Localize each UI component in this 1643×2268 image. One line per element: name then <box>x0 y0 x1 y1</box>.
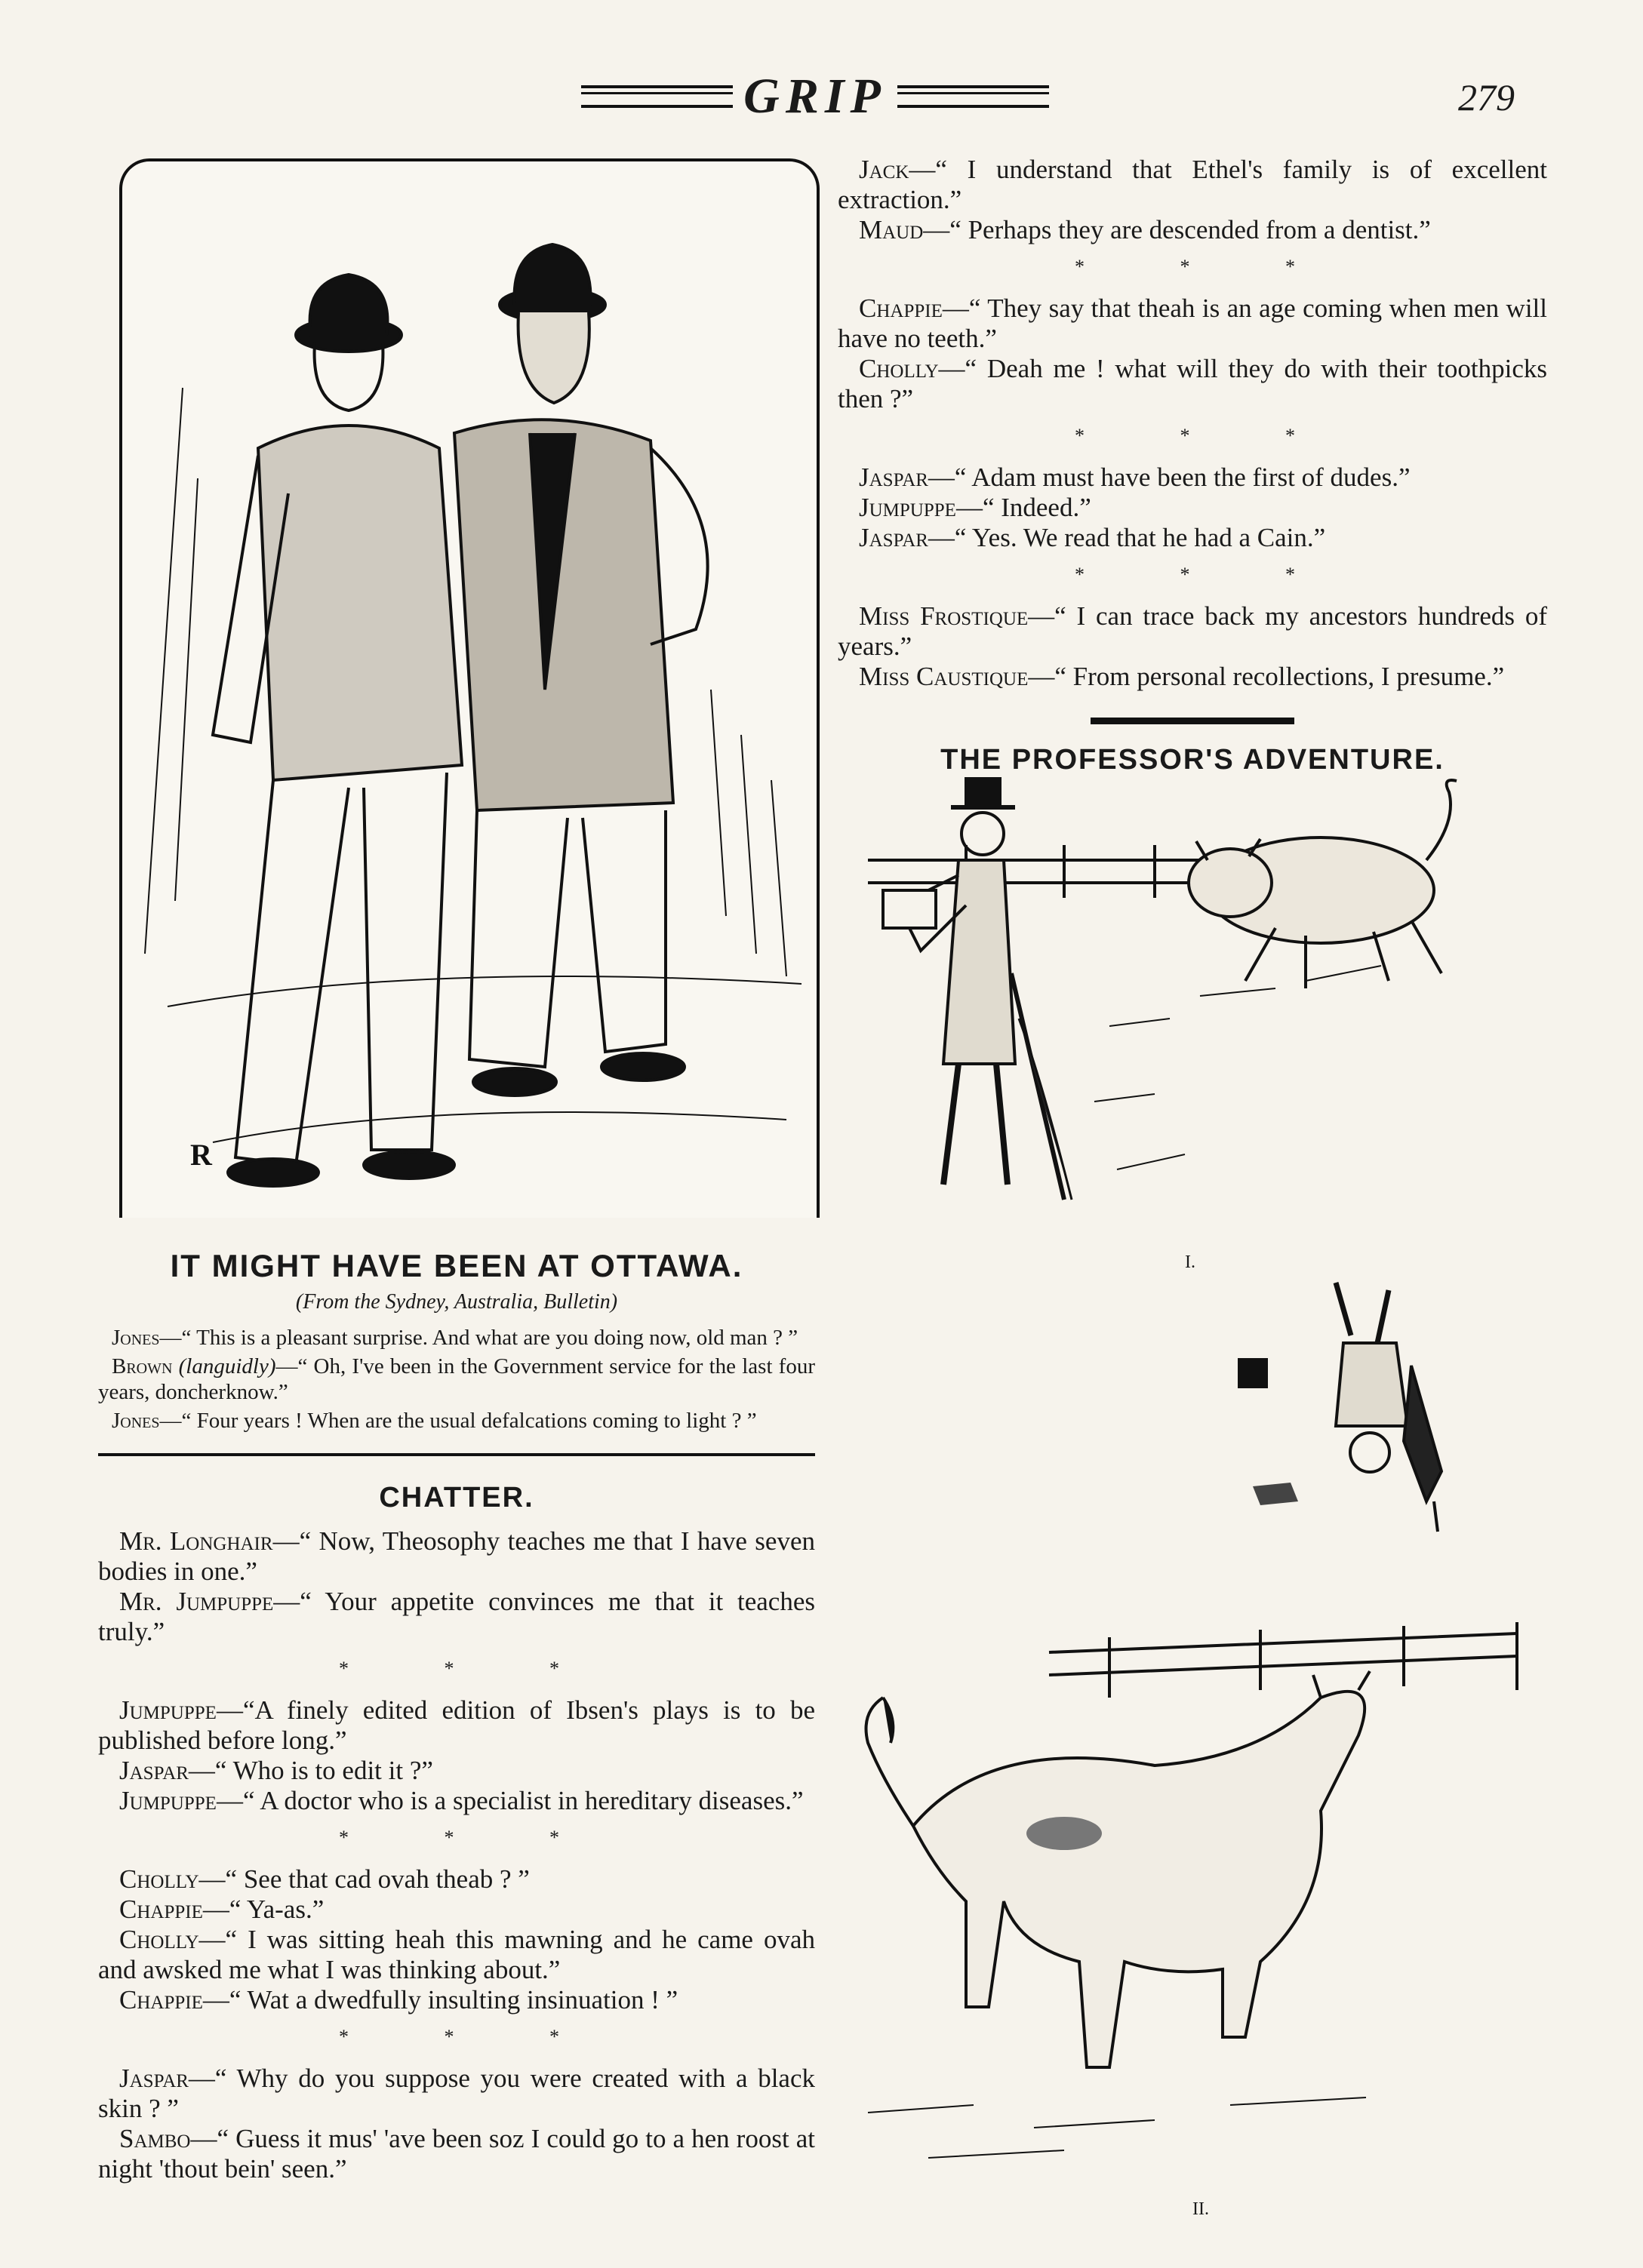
jokes-section <box>838 155 1547 692</box>
page-header <box>0 66 1643 127</box>
star-separator: * * * <box>339 1658 605 1679</box>
adventure-title: THE PROFESSOR'S ADVENTURE. <box>940 744 1445 776</box>
star-separator: * * * <box>339 2026 605 2048</box>
joke-line: Chappie—“ They say that theah is an age coming when men will have no teeth.” <box>838 293 1547 353</box>
chatter-section <box>98 1526 815 2184</box>
panel-label-two: II. <box>1192 2199 1209 2219</box>
flying-book-icon <box>1253 1483 1298 1505</box>
short-divider <box>1091 718 1294 724</box>
joke-line: Mr. Jumpuppe—“ Your appetite convinces me that it teaches truly.” <box>98 1587 815 1646</box>
joke-line: Chappie—“ Ya-as.” <box>119 1895 325 1924</box>
joke-line: Cholly—“ I was sitting heah this mawning and he came ovah and awsked me what I was thinking about.” <box>98 1925 815 1984</box>
chatter-title: CHATTER. <box>379 1482 534 1514</box>
dialogue-line: Brown (languidly)—“ Oh, I've been in the Government service for the last four years, doncherknow.” <box>98 1354 815 1404</box>
tumbling-professor <box>1223 1275 1509 1547</box>
left-column <box>98 158 815 2184</box>
joke-line: Maud—“ Perhaps they are descended from a dentist.” <box>859 215 1431 244</box>
cartoon-caption-title: IT MIGHT HAVE BEEN AT OTTAWA. <box>170 1248 743 1283</box>
bull-panel-two <box>838 1584 1540 2188</box>
joke-line: Cholly—“ Deah me ! what will they do with their toothpicks then ?” <box>838 354 1547 413</box>
page-number: 279 <box>1458 76 1515 118</box>
joke-line: Jack—“ I understand that Ethel's family is of excellent extraction.” <box>838 155 1547 214</box>
star-separator: * * * <box>1075 564 1340 585</box>
star-separator: * * * <box>339 1827 605 1849</box>
cartoon-signature: R <box>190 1138 212 1172</box>
right-column <box>838 155 1547 784</box>
panel-label-one: I. <box>1185 1252 1195 1272</box>
joke-line: Jumpuppe—“A finely edited edition of Ibsen's plays is to be published before long.” <box>98 1695 815 1755</box>
joke-line: Jaspar—“ Why do you suppose you were created with a black skin ? ” <box>98 2064 815 2123</box>
two-men-illustration <box>122 161 817 1218</box>
joke-line: Cholly—“ See that cad ovah theab ? ” <box>119 1864 530 1894</box>
cartoon-source: (From the Sydney, Australia, Bulletin) <box>295 1290 618 1314</box>
section-divider <box>98 1453 815 1456</box>
joke-line: Jaspar—“ Adam must have been the first of dudes.” <box>859 463 1411 492</box>
ottawa-cartoon <box>119 158 820 1218</box>
cartoon-dialogue <box>98 1325 815 1434</box>
joke-line: Jaspar—“ Who is to edit it ?” <box>119 1756 433 1785</box>
professor-bull-panel-one <box>853 777 1547 1245</box>
joke-line: Chappie—“ Wat a dwedfully insulting insinuation ! ” <box>119 1985 678 2014</box>
joke-line: Miss Frostique—“ I can trace back my ancestors hundreds of years.” <box>838 601 1547 661</box>
dialogue-line: Jones—“ Four years ! When are the usual defalcations coming to light ? ” <box>112 1409 757 1433</box>
star-separator: * * * <box>1075 425 1340 447</box>
joke-line: Jumpuppe—“ A doctor who is a specialist in hereditary diseases.” <box>119 1786 804 1815</box>
dialogue-line: Jones—“ This is a pleasant surprise. And what are you doing now, old man ? ” <box>112 1326 798 1350</box>
joke-line: Mr. Longhair—“ Now, Theosophy teaches me that I have seven bodies in one.” <box>98 1526 816 1586</box>
masthead <box>581 66 1049 127</box>
joke-line: Jumpuppe—“ Indeed.” <box>859 493 1091 522</box>
joke-line: Jaspar—“ Yes. We read that he had a Cain.” <box>859 523 1326 552</box>
flying-hat-icon <box>1238 1358 1268 1388</box>
joke-line: Miss Caustique—“ From personal recollections, I presume.” <box>859 662 1505 691</box>
joke-line: Sambo—“ Guess it mus' 'ave been soz I could go to a hen roost at night 'thout bein' seen.” <box>98 2124 815 2183</box>
star-separator: * * * <box>1075 256 1340 278</box>
masthead-title: GRIP <box>743 69 887 124</box>
